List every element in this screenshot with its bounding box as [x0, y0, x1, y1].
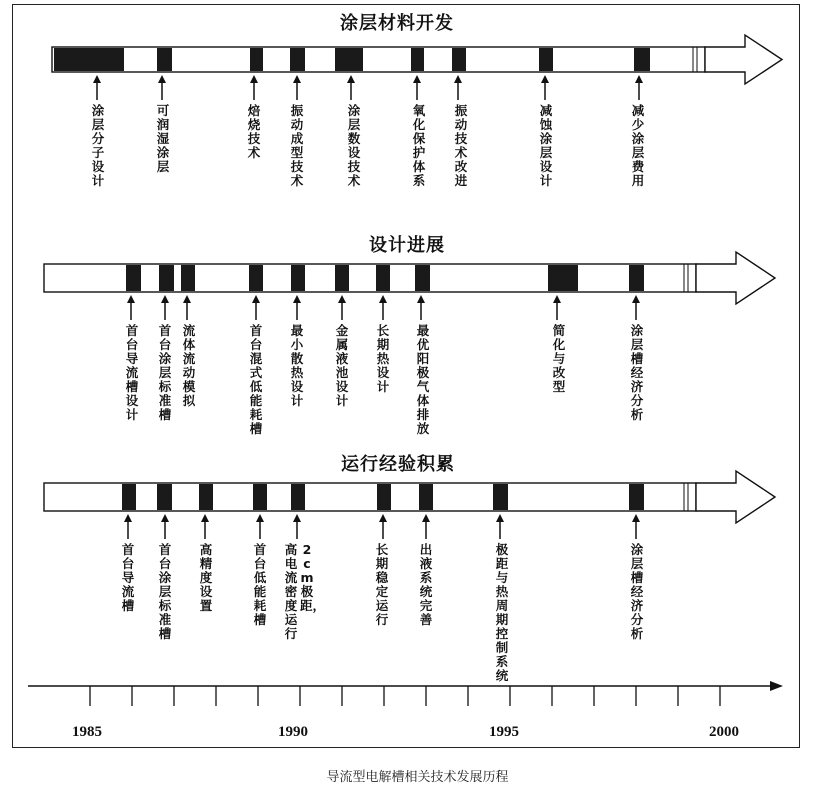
label-2cm-high-current [284, 542, 326, 641]
timeline-axis-arrowhead [770, 681, 783, 691]
label-2cm-gap: 2cm 极距， [300, 542, 326, 613]
operation-block-7 [493, 484, 508, 510]
design-block-4 [291, 265, 305, 291]
operation-arrow-head-7 [496, 514, 504, 522]
label-first-coated-standard-cell: 首台涂层标准槽 [158, 323, 172, 422]
operation-block-0 [122, 484, 136, 510]
section-title-operation: 运行经验积累 [341, 454, 455, 475]
year-1985: 1985 [72, 724, 102, 740]
label-first-drained-cell-design: 首台导流槽设计 [125, 323, 139, 422]
materials-block-2 [250, 48, 263, 71]
design-bar-head [696, 252, 775, 304]
section-title-design: 设计进展 [369, 235, 445, 256]
label-optimal-anode-gas-release: 最优阳极气体排放 [416, 323, 430, 436]
operation-bar-head [696, 471, 775, 523]
year-1990: 1990 [278, 724, 308, 740]
materials-block-0 [54, 48, 124, 71]
design-block-6 [376, 265, 390, 291]
materials-arrow-head-1 [158, 75, 166, 83]
materials-block-7 [539, 48, 553, 71]
label-first-low-energy-cell: 首台低能耗槽 [253, 542, 267, 627]
label-oxidation-protection: 氧化保护体系 [412, 103, 426, 188]
label-fluid-flow-simulation: 流体流动模拟 [182, 323, 196, 408]
materials-block-5 [411, 48, 424, 71]
label-first-coated-standard-cell-op: 首台涂层标准槽 [158, 542, 172, 641]
operation-arrow-head-2 [201, 514, 209, 522]
label-simplification: 简化与改型 [552, 323, 566, 394]
label-metal-pool-design: 金属液池设计 [335, 323, 349, 408]
operation-block-2 [199, 484, 213, 510]
operation-arrow-head-0 [124, 514, 132, 522]
materials-arrow-head-3 [293, 75, 301, 83]
label-long-term-stable-operation: 长期稳定运行 [375, 542, 389, 627]
operation-bar-body [44, 483, 696, 511]
operation-block-4 [291, 484, 305, 510]
operation-block-8 [629, 484, 644, 510]
operation-arrow-head-8 [632, 514, 640, 522]
label-high-current-density: 高电流密度运行 [284, 542, 298, 641]
label-first-drained-cell: 首台导流槽 [121, 542, 135, 613]
label-coating-molecular-design: 涂层分子设计 [91, 103, 105, 188]
label-baking-tech: 焙烧技术 [247, 103, 261, 160]
design-arrow-head-6 [379, 295, 387, 303]
materials-block-8 [634, 48, 650, 71]
materials-arrow-head-6 [454, 75, 462, 83]
section-title-materials: 涂层材料开发 [340, 13, 454, 34]
operation-arrow-head-5 [379, 514, 387, 522]
materials-arrow-head-0 [93, 75, 101, 83]
year-1995: 1995 [489, 724, 519, 740]
label-tapping-system: 出液系统完善 [419, 542, 433, 627]
label-high-precision-setting: 高精度设置 [199, 542, 213, 613]
operation-block-1 [157, 484, 172, 510]
design-block-0 [126, 265, 141, 291]
label-gap-thermal-control: 极距与热周期控制系统 [495, 542, 509, 683]
design-block-2 [181, 265, 195, 291]
label-long-term-thermal-design: 长期热设计 [376, 323, 390, 394]
design-arrow-head-0 [127, 295, 135, 303]
operation-arrow-head-3 [256, 514, 264, 522]
design-block-1 [159, 265, 174, 291]
operation-block-5 [377, 484, 391, 510]
label-coating-tech: 涂层数设技术 [347, 103, 361, 188]
materials-arrow-head-2 [250, 75, 258, 83]
materials-bar-body [52, 47, 705, 72]
operation-arrow-head-4 [293, 514, 301, 522]
label-coated-cell-economics: 涂层槽经济分析 [630, 323, 644, 422]
label-vibration-improve: 振动技术改进 [454, 103, 468, 188]
design-bar-body [44, 264, 696, 292]
year-2000: 2000 [709, 724, 739, 740]
label-first-hybrid-low-energy-cell: 首台混式低能耗槽 [249, 323, 263, 436]
design-arrow-head-8 [553, 295, 561, 303]
label-wettable-coating: 可润湿涂层 [156, 103, 170, 174]
figure-caption: 导流型电解槽相关技术发展历程 [326, 770, 509, 785]
design-block-8 [548, 265, 578, 291]
design-arrow-head-3 [252, 295, 260, 303]
label-coated-cell-economics-op: 涂层槽经济分析 [630, 542, 644, 641]
materials-bar-head [705, 35, 782, 84]
materials-block-6 [452, 48, 466, 71]
materials-arrow-head-5 [413, 75, 421, 83]
materials-arrow-head-4 [347, 75, 355, 83]
materials-block-1 [157, 48, 172, 71]
design-arrow-head-9 [632, 295, 640, 303]
design-arrow-head-4 [293, 295, 301, 303]
label-erosion-coating: 减蚀涂层设计 [539, 103, 553, 188]
label-reduce-coating-cost: 减少涂层费用 [631, 103, 645, 188]
design-arrow-head-1 [161, 295, 169, 303]
operation-arrow-head-1 [161, 514, 169, 522]
design-arrow-head-5 [338, 295, 346, 303]
design-block-7 [415, 265, 430, 291]
label-vibration-forming: 振动成型技术 [290, 103, 304, 188]
design-block-5 [335, 265, 349, 291]
materials-block-4 [335, 48, 363, 71]
operation-block-6 [419, 484, 433, 510]
operation-arrow-head-6 [422, 514, 430, 522]
label-min-heat-loss-design: 最小散热设计 [290, 323, 304, 408]
design-block-3 [249, 265, 263, 291]
design-arrow-head-7 [417, 295, 425, 303]
materials-arrow-head-7 [541, 75, 549, 83]
operation-block-3 [253, 484, 267, 510]
design-block-9 [629, 265, 644, 291]
materials-arrow-head-8 [635, 75, 643, 83]
design-arrow-head-2 [183, 295, 191, 303]
materials-block-3 [290, 48, 305, 71]
